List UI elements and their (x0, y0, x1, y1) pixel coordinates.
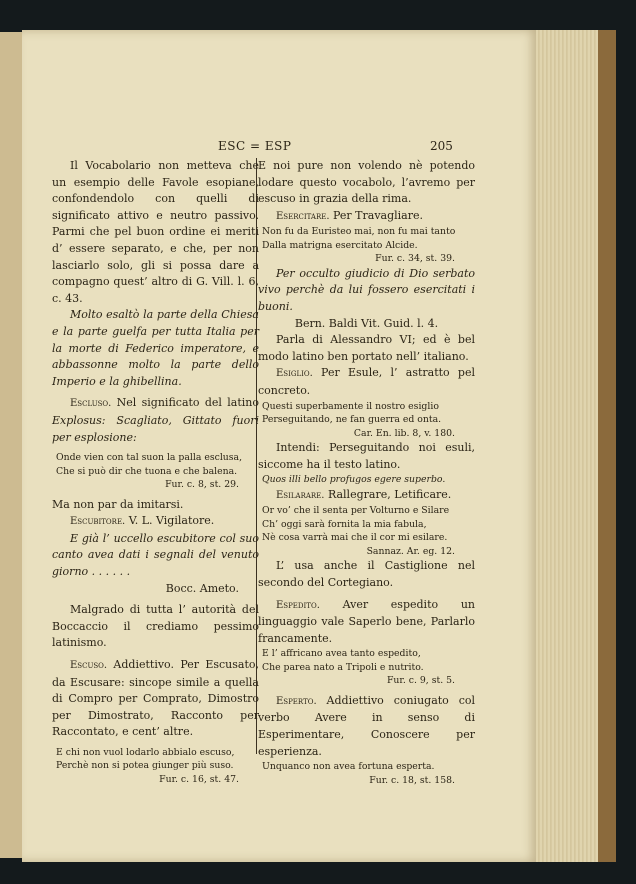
entry-headword: Espedito. (276, 599, 320, 611)
note: L’ usa anche il Castiglione nel secondo del Cortegiano. (258, 559, 475, 589)
entry-headword: Esiglio. (276, 368, 313, 380)
entry-headword: Escubitore. (70, 516, 126, 528)
running-header (22, 139, 538, 155)
quotation: Per occulto giudicio di Dio serbato vivo perchè da lui fossero esercitati i buoni. (258, 266, 475, 314)
verse-line: Che si può dir che tuona e che balena. (56, 465, 238, 477)
quotation: Molto esaltò la parte della Chiesa e la parte guelfa per tutta Italia per la morte di Federico imperatore, e abbassonne molto la parte dello Imperio e la ghibellina. (52, 308, 259, 388)
citation: Fur. c. 34, st. 39. (375, 253, 455, 265)
entry-text: Addiettivo coniugato col verbo Avere in senso di Esperimentare, Conoscere per esperienza. (258, 693, 475, 758)
note: Malgrado di tutta l’ autorità del Boccaccio il crediamo pessimo latinismo. (52, 603, 259, 650)
quotation: E già l’ uccello escubitore col suo canto avea dati i segnali del venuto giorno . . . . . . (52, 531, 259, 578)
verse-line: Che parea nato a Tripoli e nutrito. (262, 661, 424, 673)
citation: Fur. c. 8, st. 29. (165, 479, 239, 491)
verse-line: Perseguitando, ne fan guerra ed onta. (262, 414, 442, 426)
entry-esperto (258, 693, 475, 760)
citation: Bocc. Ameto. (165, 581, 239, 595)
page-number: 205 (430, 139, 453, 153)
entry-text: Addiettivo. Per Escusato, da Escusare: sincope simile a quella di Compro per Comprato, Dimostro per Dimostrato, Racconto per Raccontato, e cent’ altre. (52, 657, 259, 739)
entry-text: Nel significato del latino (111, 396, 259, 410)
verse-line: Onde vien con tal suon la palla esclusa, (56, 452, 243, 464)
verse-line: E l’ affricano avea tanto espedito, (262, 648, 421, 660)
entry-headword: Esilarare. (276, 489, 325, 501)
left-column (52, 158, 259, 786)
entry-headword: Escuso. (70, 659, 108, 671)
citation: Fur. c. 16, st. 47. (159, 773, 239, 785)
left-page-edge (0, 32, 23, 858)
citation: Fur. c. 9, st. 5. (386, 675, 455, 687)
verse-line: Questi superbamente il nostro esiglio (262, 400, 439, 412)
note: Parla di Alessandro VI; ed è bel modo latino ben portato nell’ italiano. (258, 333, 475, 363)
entry-text: Per Esule, l’ astratto pel concreto. (258, 366, 475, 398)
header-title: ESC = ESP (218, 139, 292, 153)
verse-line: E chi non vuol lodarlo abbialo escuso, (56, 746, 235, 758)
verse-line: Unquanco non avea fortuna esperta. (262, 761, 435, 773)
citation: Sannaz. Ar. eg. 12. (366, 545, 455, 557)
paragraph: E noi pure non volendo nè potendo lodare questo vocabolo, l’avremo per escuso in grazia della rima. (258, 159, 475, 206)
book-cover (598, 30, 616, 862)
entry-text: Aver espedito un linguaggio vale Saperlo bene, Parlarlo francamente. (258, 597, 475, 645)
book-page (22, 30, 538, 862)
entry-esilarare (258, 487, 475, 505)
right-column (258, 158, 475, 787)
page-block-edges (536, 30, 600, 862)
verse-line: Ch’ oggi sarà fornita la mia fabula, (262, 518, 427, 530)
verse-line: Non fu da Euristeo mai, non fu mai tanto (262, 226, 456, 238)
note: Ma non par da imitarsi. (52, 497, 184, 511)
note: Intendi: Perseguitando noi esuli, siccome ha il testo latino. (258, 441, 475, 471)
citation: Fur. c. 18, st. 158. (369, 774, 455, 786)
entry-headword: Esercitare. (276, 210, 330, 222)
verse-line: Nè cosa varrà mai che il cor mi esilare. (262, 532, 448, 544)
citation: Car. En. lib. 8, v. 180. (353, 427, 455, 439)
verse-line: Perchè non si potea giunger più suso. (56, 760, 234, 772)
entry-escubitore (52, 513, 259, 531)
entry-esercitare (258, 208, 475, 226)
latin-verse: Quos illi bello profugos egere superbo. (262, 474, 446, 486)
entry-text: Rallegrare, Letificare. (324, 487, 452, 501)
paragraph: Il Vocabolario non metteva che un esempio delle Favole esopiane, confondendolo con quelli di significato attivo e neutro passivo. Parmi che pel buon ordine ei meriti d’ essere separato, e che, per non lasciarlo solo, gli si possa dare a compagno quest’ altro di G. Vill. l. 6, c. 43. (52, 159, 259, 305)
entry-escuso (52, 657, 259, 741)
entry-definition: : Scagliato, Gittato fuori per esplosione: (52, 413, 259, 444)
entry-text: V. L. Vigilatore. (125, 514, 215, 528)
latin-word: Explosus (52, 413, 102, 427)
entry-text: Per Travagliare. (329, 208, 423, 222)
entry-espedito (258, 597, 475, 648)
verse-line: Dalla matrigna esercitato Alcide. (262, 239, 418, 251)
entry-esiglio (258, 365, 475, 399)
verse-line: Or vo’ che il senta per Volturno e Silare (262, 505, 450, 517)
entry-escluso (52, 395, 259, 446)
entry-headword: Esperto. (276, 695, 317, 707)
citation: Bern. Baldi Vit. Guid. l. 4. (294, 316, 439, 330)
entry-headword: Escluso. (70, 398, 112, 410)
